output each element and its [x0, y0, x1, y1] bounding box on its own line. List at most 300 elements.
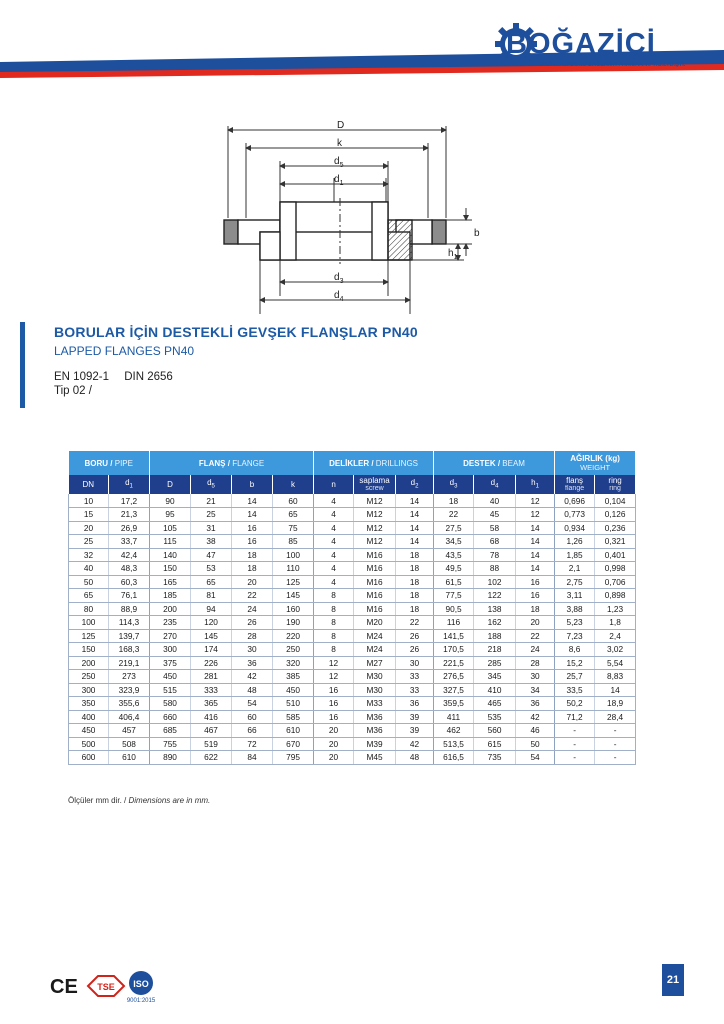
table-cell: 327,5 [434, 683, 474, 697]
table-cell: 0,104 [595, 494, 636, 508]
col-d5: $d_5$ [191, 475, 232, 494]
table-cell: 25 [191, 508, 232, 522]
table-cell: 168,3 [109, 643, 150, 657]
col-k: k [273, 475, 314, 494]
table-cell: 359,5 [434, 697, 474, 711]
table-row [69, 670, 636, 684]
table-cell: 14 [232, 508, 273, 522]
table-cell: 355,6 [109, 697, 150, 711]
standard-din: DIN 2656 [124, 371, 173, 383]
dim-d5-label: $d_5$ [334, 156, 344, 169]
table-cell: 18 [434, 494, 474, 508]
table-cell: 4 [314, 521, 354, 535]
table-cell: 78 [474, 548, 516, 562]
certification-logos [50, 968, 170, 1004]
table-row [69, 724, 636, 738]
table-row [69, 737, 636, 751]
table-cell: 24 [232, 602, 273, 616]
table-cell: 65 [69, 589, 109, 603]
table-cell: 21 [191, 494, 232, 508]
table-cell: 7,23 [555, 629, 595, 643]
table-cell: 65 [273, 508, 314, 522]
table-row [69, 535, 636, 549]
table-body [69, 494, 636, 764]
table-cell: 1,26 [555, 535, 595, 549]
table-cell: 3,11 [555, 589, 595, 603]
table-cell: 71,2 [555, 710, 595, 724]
table-cell: 685 [150, 724, 191, 738]
table-cell: 535 [474, 710, 516, 724]
table-cell: 226 [191, 656, 232, 670]
col-d2: $d_2$ [396, 475, 434, 494]
flange-drawing [200, 118, 500, 318]
table-cell: M16 [354, 548, 396, 562]
table-cell: 28,4 [595, 710, 636, 724]
table-cell: 18 [516, 602, 555, 616]
table-cell: 20 [314, 751, 354, 765]
table-cell: 32 [69, 548, 109, 562]
table-cell: 100 [273, 548, 314, 562]
table-cell: M12 [354, 521, 396, 535]
table-cell: 0,401 [595, 548, 636, 562]
table-cell: 411 [434, 710, 474, 724]
table-cell: 890 [150, 751, 191, 765]
table-row [69, 508, 636, 522]
units-note: Ölçüler mm dir. / Dimensions are in mm. [68, 796, 211, 805]
table-cell: 15,2 [555, 656, 595, 670]
table-cell: 281 [191, 670, 232, 684]
table-cell: 0,236 [595, 521, 636, 535]
table-cell: 160 [273, 602, 314, 616]
table-cell: 150 [150, 562, 191, 576]
table-cell: 125 [273, 575, 314, 589]
table-cell: 88,9 [109, 602, 150, 616]
table-cell: M12 [354, 535, 396, 549]
table-cell: 36 [232, 656, 273, 670]
table-cell: 515 [150, 683, 191, 697]
table-cell: 40 [69, 562, 109, 576]
table-cell: 0,321 [595, 535, 636, 549]
table-cell: 350 [69, 697, 109, 711]
table-cell: 54 [232, 697, 273, 711]
svg-text:TSE: TSE [97, 982, 115, 992]
table-cell: 115 [150, 535, 191, 549]
table-cell: 8 [314, 643, 354, 657]
table-cell: 462 [434, 724, 474, 738]
table-cell: 188 [474, 629, 516, 643]
table-cell: 3,02 [595, 643, 636, 657]
table-cell: 4 [314, 575, 354, 589]
table-cell: 0,998 [595, 562, 636, 576]
table-cell: 235 [150, 616, 191, 630]
table-cell: 560 [474, 724, 516, 738]
table-cell: M16 [354, 602, 396, 616]
table-cell: 200 [69, 656, 109, 670]
table-cell: 66 [232, 724, 273, 738]
dim-d1-label: $d_1$ [334, 174, 344, 187]
table-cell: 26 [396, 643, 434, 657]
table-cell: M36 [354, 710, 396, 724]
table-cell: 4 [314, 494, 354, 508]
table-row [69, 562, 636, 576]
table-cell: 4 [314, 548, 354, 562]
table-cell: 95 [150, 508, 191, 522]
dimensions-table-wrap [68, 451, 635, 765]
table-cell: 81 [191, 589, 232, 603]
table-cell: 76,1 [109, 589, 150, 603]
table-cell: 77,5 [434, 589, 474, 603]
table-cell: 410 [474, 683, 516, 697]
table-cell: 60,3 [109, 575, 150, 589]
table-cell: 49,5 [434, 562, 474, 576]
table-cell: 450 [273, 683, 314, 697]
table-cell: 218 [474, 643, 516, 657]
table-cell: 300 [69, 683, 109, 697]
table-cell: 4 [314, 508, 354, 522]
table-cell: 145 [191, 629, 232, 643]
table-cell: 219,1 [109, 656, 150, 670]
table-cell: 145 [273, 589, 314, 603]
table-cell: 18 [396, 548, 434, 562]
table-cell: 18 [396, 575, 434, 589]
standard-en: EN 1092-1 [54, 371, 109, 383]
col-dn: DN [69, 475, 109, 494]
table-cell: 80 [69, 602, 109, 616]
table-cell: 508 [109, 737, 150, 751]
page-subtitle: LAPPED FLANGES PN40 [54, 344, 195, 358]
table-cell: 30 [396, 656, 434, 670]
table-cell: 165 [150, 575, 191, 589]
table-row [69, 629, 636, 643]
table-cell: 220 [273, 629, 314, 643]
table-cell: 5,54 [595, 656, 636, 670]
group-drillings: DELİKLER / DRILLINGS [314, 451, 434, 475]
col-d3: $d_3$ [434, 475, 474, 494]
table-cell: 12 [314, 670, 354, 684]
table-cell: 10 [69, 494, 109, 508]
table-cell: 22 [396, 616, 434, 630]
table-cell: M16 [354, 575, 396, 589]
table-cell: 33,7 [109, 535, 150, 549]
brand-name: BOĞAZİÇİ [506, 28, 656, 60]
table-cell: 114,3 [109, 616, 150, 630]
table-row [69, 697, 636, 711]
table-cell: 26 [232, 616, 273, 630]
table-cell: 30 [516, 670, 555, 684]
table-cell: 46 [516, 724, 555, 738]
table-cell: 20 [314, 724, 354, 738]
table-cell: 33 [396, 670, 434, 684]
svg-text:ISO: ISO [133, 979, 149, 989]
table-cell: 0,696 [555, 494, 595, 508]
table-cell: 58 [474, 521, 516, 535]
table-cell: 120 [191, 616, 232, 630]
table-cell: 174 [191, 643, 232, 657]
table-cell: 16 [314, 710, 354, 724]
table-cell: 22 [516, 629, 555, 643]
table-cell: 102 [474, 575, 516, 589]
table-cell: 24 [516, 643, 555, 657]
table-cell: 14 [232, 494, 273, 508]
table-cell: 616,5 [434, 751, 474, 765]
table-cell: 580 [150, 697, 191, 711]
table-cell: 519 [191, 737, 232, 751]
table-cell: 4 [314, 562, 354, 576]
table-cell: M36 [354, 724, 396, 738]
dim-d4-label: $d_4$ [334, 290, 344, 303]
dim-b-label: b [474, 228, 480, 239]
table-cell: 33,5 [555, 683, 595, 697]
table-cell: 622 [191, 751, 232, 765]
table-cell: 50 [516, 737, 555, 751]
table-cell: 2,4 [595, 629, 636, 643]
table-cell: - [595, 751, 636, 765]
table-cell: 16 [516, 589, 555, 603]
table-cell: 75 [273, 521, 314, 535]
table-cell: 39 [396, 710, 434, 724]
table-cell: 457 [109, 724, 150, 738]
table-cell: 39 [396, 724, 434, 738]
table-cell: 600 [69, 751, 109, 765]
table-cell: M24 [354, 629, 396, 643]
tse-icon [88, 976, 124, 996]
table-cell: 40 [474, 494, 516, 508]
table-cell: 465 [474, 697, 516, 711]
dim-k-label: k [337, 138, 342, 149]
table-cell: M16 [354, 562, 396, 576]
table-cell: 28 [232, 629, 273, 643]
table-cell: 34 [516, 683, 555, 697]
table-cell: M39 [354, 737, 396, 751]
table-cell: 139,7 [109, 629, 150, 643]
table-cell: 273 [109, 670, 150, 684]
table-cell: 38 [191, 535, 232, 549]
table-cell: 1,85 [555, 548, 595, 562]
table-cell: 735 [474, 751, 516, 765]
table-row [69, 494, 636, 508]
table-cell: 170,5 [434, 643, 474, 657]
table-cell: 60 [273, 494, 314, 508]
table-cell: 16 [314, 697, 354, 711]
table-cell: 20 [314, 737, 354, 751]
table-cell: 88 [474, 562, 516, 576]
table-cell: 50,2 [555, 697, 595, 711]
dim-D-label: D [337, 120, 345, 131]
table-cell: 31 [191, 521, 232, 535]
table-cell: 26,9 [109, 521, 150, 535]
table-cell: 94 [191, 602, 232, 616]
table-cell: 12 [314, 656, 354, 670]
svg-text:9001:2015: 9001:2015 [126, 998, 156, 1004]
table-cell: 615 [474, 737, 516, 751]
table-cell: 90,5 [434, 602, 474, 616]
table-cell: 53 [191, 562, 232, 576]
table-cell: 670 [273, 737, 314, 751]
table-cell: 0,773 [555, 508, 595, 522]
table-cell: 467 [191, 724, 232, 738]
table-cell: 755 [150, 737, 191, 751]
brand-tagline: KAYNAKLI BORU BAĞLANTI PAR.SAN.ve TİC.LTD.ŞTİ. [540, 62, 686, 68]
table-row [69, 751, 636, 765]
table-cell: 14 [396, 521, 434, 535]
col-screw: saplama screw [354, 475, 396, 494]
table-cell: 323,9 [109, 683, 150, 697]
table-cell: 28 [516, 656, 555, 670]
table-row [69, 616, 636, 630]
table-row [69, 602, 636, 616]
table-cell: 27,5 [434, 521, 474, 535]
table-cell: M27 [354, 656, 396, 670]
table-cell: 12 [516, 508, 555, 522]
table-cell: 16 [232, 521, 273, 535]
table-cell: 190 [273, 616, 314, 630]
table-row [69, 589, 636, 603]
table-cell: 1,8 [595, 616, 636, 630]
table-cell: 48 [396, 751, 434, 765]
table-cell: 90 [150, 494, 191, 508]
table-cell: 140 [150, 548, 191, 562]
table-cell: M30 [354, 683, 396, 697]
table-cell: M24 [354, 643, 396, 657]
table-row [69, 575, 636, 589]
dim-d3-label: $d_3$ [334, 272, 344, 285]
table-cell: 14 [516, 521, 555, 535]
table-cell: 14 [396, 494, 434, 508]
group-flange: FLANŞ / FLANGE [150, 451, 314, 475]
table-cell: 406,4 [109, 710, 150, 724]
table-cell: 250 [69, 670, 109, 684]
table-cell: 14 [516, 535, 555, 549]
table-cell: 14 [396, 535, 434, 549]
table-cell: 500 [69, 737, 109, 751]
table-cell: 513,5 [434, 737, 474, 751]
table-cell: 450 [150, 670, 191, 684]
table-cell: 18 [232, 548, 273, 562]
table-cell: 18 [396, 602, 434, 616]
table-cell: 0,706 [595, 575, 636, 589]
table-cell: 42 [516, 710, 555, 724]
table-cell: 14 [516, 562, 555, 576]
table-cell: - [595, 737, 636, 751]
table-cell: 20 [516, 616, 555, 630]
table-cell: 8 [314, 589, 354, 603]
table-cell: 0,126 [595, 508, 636, 522]
table-cell: 72 [232, 737, 273, 751]
table-cell: 2,1 [555, 562, 595, 576]
table-cell: 50 [69, 575, 109, 589]
table-cell: 20 [232, 575, 273, 589]
table-cell: 17,2 [109, 494, 150, 508]
table-cell: 365 [191, 697, 232, 711]
table-row [69, 548, 636, 562]
table-cell: 276,5 [434, 670, 474, 684]
table-row [69, 656, 636, 670]
table-cell: 43,5 [434, 548, 474, 562]
ce-mark-icon: CE [50, 976, 78, 998]
table-cell: 585 [273, 710, 314, 724]
table-cell: 8 [314, 629, 354, 643]
table-cell: - [555, 751, 595, 765]
table-cell: 660 [150, 710, 191, 724]
table-cell: 30 [232, 643, 273, 657]
page-number: 21 [662, 964, 684, 996]
table-cell: 34,5 [434, 535, 474, 549]
table-cell: 14 [595, 683, 636, 697]
table-cell: 141,5 [434, 629, 474, 643]
table-cell: 385 [273, 670, 314, 684]
dimensions-table [68, 451, 636, 765]
table-cell: 85 [273, 535, 314, 549]
table-cell: M30 [354, 670, 396, 684]
table-cell: 100 [69, 616, 109, 630]
col-b: b [232, 475, 273, 494]
table-cell: 68 [474, 535, 516, 549]
table-cell: M16 [354, 589, 396, 603]
table-cell: 125 [69, 629, 109, 643]
iso-icon [127, 971, 156, 1004]
table-cell: 2,75 [555, 575, 595, 589]
table-cell: 0,934 [555, 521, 595, 535]
col-d4: $d_4$ [474, 475, 516, 494]
table-cell: 270 [150, 629, 191, 643]
dim-h1-label: $h_1$ [448, 248, 458, 261]
table-cell: 3,88 [555, 602, 595, 616]
table-cell: 25 [69, 535, 109, 549]
table-cell: 25,7 [555, 670, 595, 684]
table-cell: 345 [474, 670, 516, 684]
table-cell: 375 [150, 656, 191, 670]
table-cell: 18,9 [595, 697, 636, 711]
table-cell: 42,4 [109, 548, 150, 562]
table-cell: 84 [232, 751, 273, 765]
table-cell: 36 [396, 697, 434, 711]
table-cell: 610 [273, 724, 314, 738]
table-cell: - [555, 724, 595, 738]
group-weight: AĞIRLIK (kg) WEIGHT [555, 451, 636, 475]
table-cell: 510 [273, 697, 314, 711]
table-cell: 116 [434, 616, 474, 630]
table-cell: 22 [434, 508, 474, 522]
table-cell: 8,6 [555, 643, 595, 657]
group-beam: DESTEK / BEAM [434, 451, 555, 475]
col-d1: $d_1$ [109, 475, 150, 494]
type-label: Tip 02 / [54, 385, 92, 397]
table-cell: M12 [354, 494, 396, 508]
col-n: n [314, 475, 354, 494]
table-cell: 333 [191, 683, 232, 697]
table-cell: 14 [516, 548, 555, 562]
table-cell: 48,3 [109, 562, 150, 576]
table-cell: - [555, 737, 595, 751]
table-cell: 42 [232, 670, 273, 684]
group-pipe: BORU / PIPE [69, 451, 150, 475]
table-cell: 12 [516, 494, 555, 508]
table-cell: 0,898 [595, 589, 636, 603]
table-cell: M20 [354, 616, 396, 630]
table-row [69, 683, 636, 697]
col-weight-ring: ring ring [595, 475, 636, 494]
table-cell: 400 [69, 710, 109, 724]
table-cell: 8 [314, 602, 354, 616]
table-cell: 250 [273, 643, 314, 657]
table-cell: 48 [232, 683, 273, 697]
standards-line [54, 371, 185, 383]
table-cell: 320 [273, 656, 314, 670]
table-cell: 42 [396, 737, 434, 751]
table-cell: 221,5 [434, 656, 474, 670]
table-cell: 18 [396, 589, 434, 603]
page-title: BORULAR İÇİN DESTEKLİ GEVŞEK FLANŞLAR PN40 [54, 324, 418, 340]
